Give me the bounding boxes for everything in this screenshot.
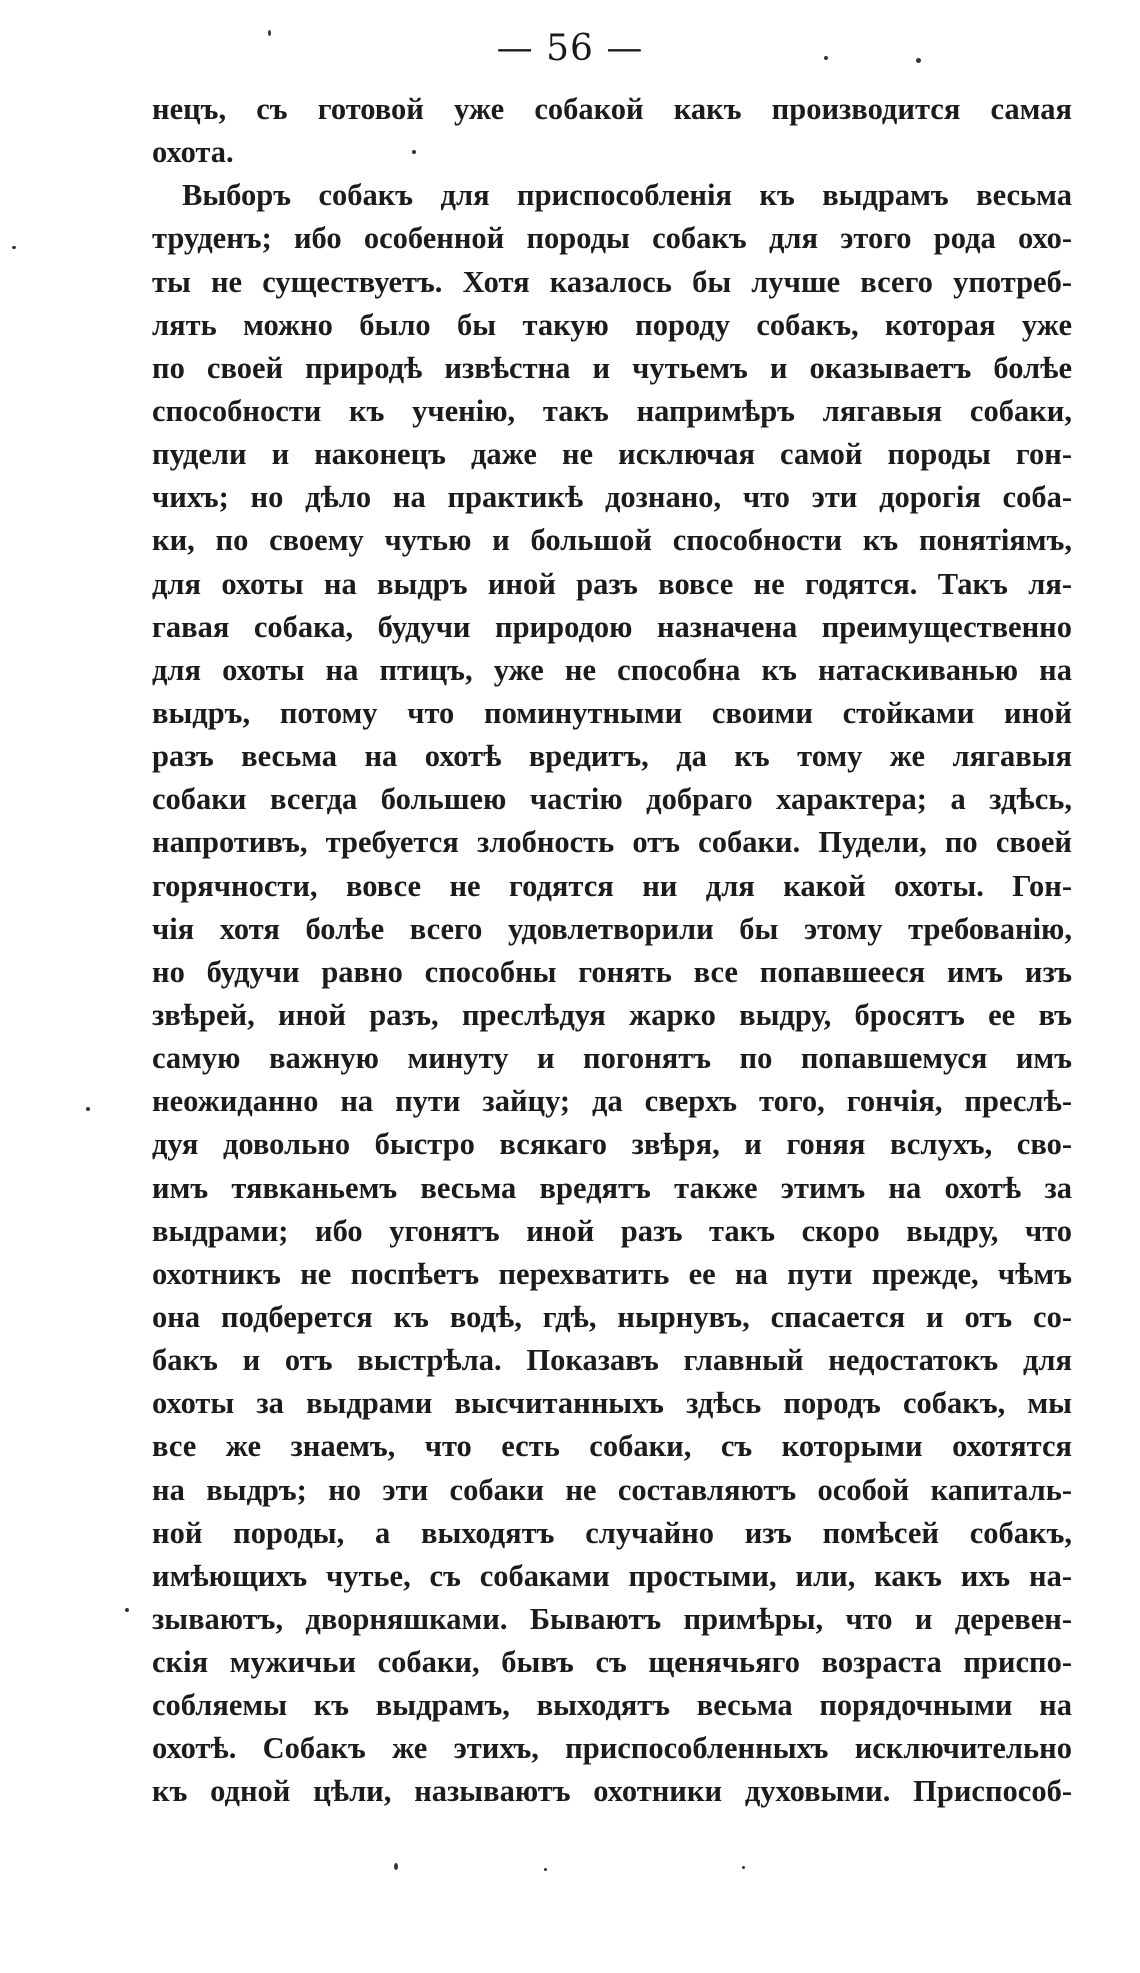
text-line: но будучи равно способны гонять все попавшееся имъ изъ	[152, 954, 1072, 989]
text-line: гавая собака, будучи природою назначена преимущественно	[152, 609, 1072, 644]
page-number: — 56 —	[496, 28, 644, 69]
text-line: бакъ и отъ выстрѣла. Показавъ главный недостатокъ для	[152, 1343, 1072, 1378]
text-line: горячности, вовсе не годятся ни для какой охоты. Гон-	[152, 868, 1072, 903]
text-line: ты не существуетъ. Хотя казалось бы лучше всего употреб-	[152, 264, 1072, 299]
paragraph-first-line: Выборъ собакъ для приспособленія къ выдрамъ весьма	[182, 178, 1072, 213]
scan-speck	[12, 246, 16, 249]
text-line: все же знаемъ, что есть собаки, съ которыми охотятся	[152, 1429, 1072, 1464]
text-line: нецъ, съ готовой уже собакой какъ производится самая	[152, 92, 1072, 126]
text-line: охотѣ. Собакъ же этихъ, приспособленныхъ исключительно	[152, 1731, 1072, 1766]
text-line: звѣрей, иной разъ, преслѣдуя жарко выдру, бросятъ ее въ	[152, 997, 1072, 1032]
text-line: на выдръ; но эти собаки не составляютъ особой капиталь-	[152, 1472, 1072, 1507]
text-line: для охоты на птицъ, уже не способна къ натаскиванью на	[152, 652, 1072, 687]
scan-speck	[394, 1863, 398, 1870]
text-line: собляемы къ выдрамъ, выходятъ весьма порядочными на	[152, 1688, 1072, 1723]
text-line: для охоты на выдръ иной разъ вовсе не годятся. Такъ ля-	[152, 566, 1072, 601]
scan-speck	[412, 150, 416, 154]
text-line: самую важную минуту и погонятъ по попавшемуся имъ	[152, 1041, 1072, 1076]
text-line: дуя довольно быстро всякаго звѣря, и гоняя вслухъ, сво-	[152, 1127, 1072, 1162]
text-line: чихъ; но дѣло на практикѣ дознано, что эти дорогія соба-	[152, 480, 1072, 515]
scan-speck	[544, 1868, 547, 1871]
text-line: ки, по своему чутью и большой способности къ понятіямъ,	[152, 523, 1072, 558]
text-line: зываютъ, дворняшками. Бываютъ примѣры, что и деревен-	[152, 1601, 1072, 1636]
text-line: лять можно было бы такую породу собакъ, которая уже	[152, 307, 1072, 342]
scan-speck	[824, 56, 828, 60]
text-line: она подберется къ водѣ, гдѣ, нырнувъ, спасается и отъ со-	[152, 1299, 1072, 1334]
scan-speck	[916, 58, 921, 63]
text-line: разъ весьма на охотѣ вредитъ, да къ тому же лягавыя	[152, 739, 1072, 774]
text-line: ной породы, а выходятъ случайно изъ помѣсей собакъ,	[152, 1515, 1072, 1550]
text-line: охотникъ не поспѣетъ перехватить ее на пути прежде, чѣмъ	[152, 1256, 1072, 1291]
scan-speck	[86, 1107, 90, 1111]
text-line: чія хотя болѣе всего удовлетворили бы этому требованію,	[152, 911, 1072, 946]
text-line: скія мужичьи собаки, бывъ съ щенячьяго возраста приспо-	[152, 1645, 1072, 1680]
scan-speck	[125, 1608, 129, 1612]
text-line: неожиданно на пути зайцу; да сверхъ того, гончія, преслѣ-	[152, 1084, 1072, 1119]
text-line: напротивъ, требуется злобность отъ собаки. Пудели, по своей	[152, 825, 1072, 860]
text-line: способности къ ученію, такъ напримѣръ лягавыя собаки,	[152, 393, 1072, 428]
text-line: охота.	[152, 135, 234, 170]
text-line: къ одной цѣли, называютъ охотники духовыми. Приспособ-	[152, 1774, 1072, 1809]
body-text	[152, 88, 1072, 1814]
text-line: по своей природѣ извѣстна и чутьемъ и оказываетъ болѣе	[152, 350, 1072, 385]
text-line: имъ тявканьемъ весьма вредятъ также этимъ на охотѣ за	[152, 1170, 1072, 1205]
text-line: собаки всегда большею частію добраго характера; а здѣсь,	[152, 782, 1072, 817]
text-line: труденъ; ибо особенной породы собакъ для этого рода охо-	[152, 221, 1072, 256]
text-line: охоты за выдрами высчитанныхъ здѣсь породъ собакъ, мы	[152, 1386, 1072, 1421]
text-line: пудели и наконецъ даже не исключая самой породы гон-	[152, 437, 1072, 472]
text-line: имѣющихъ чутье, съ собаками простыми, или, какъ ихъ на-	[152, 1558, 1072, 1593]
text-line: выдръ, потому что поминутными своими стойками иной	[152, 695, 1072, 730]
scan-speck	[742, 1866, 745, 1869]
text-line: выдрами; ибо угонятъ иной разъ такъ скоро выдру, что	[152, 1213, 1072, 1248]
scan-speck	[268, 30, 271, 36]
